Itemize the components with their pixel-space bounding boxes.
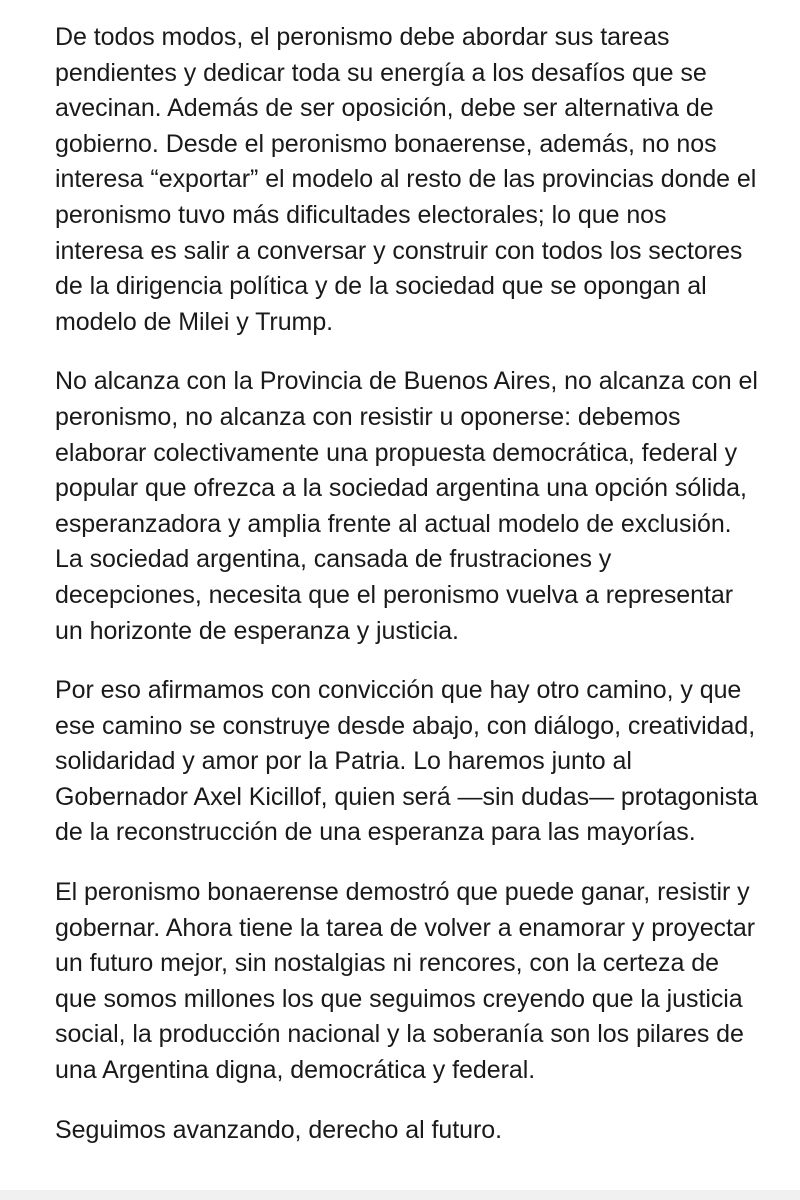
article-paragraph-1: De todos modos, el peronismo debe abordar sus tareas pendientes y dedicar toda su energía a los desafíos que se avecinan. Además de ser oposición, debe ser alternativa de gobierno. Desde el peronismo bonaerense, además, no nos interesa “exportar” el modelo al resto de las provincias donde el peronismo tuvo más dificultades electorales; lo que nos interesa es salir a conversar y construir con todos los sectores de la dirigencia política y de la sociedad que se opongan al modelo de Milei y Trump. — [55, 23, 757, 336]
article-paragraph-2: No alcanza con la Provincia de Buenos Aires, no alcanza con el peronismo, no alcanza con resistir u oponerse: debemos elaborar colectivamente una propuesta democrática, federal y popular que ofrezca a la sociedad argentina una opción sólida, esperanzadora y amplia frente al actual modelo de exclusión. La sociedad argentina, cansada de frustraciones y decepciones, necesita que el peronismo vuelva a representar un horizonte de esperanza y justicia. — [55, 367, 758, 645]
article-paragraph-4: El peronismo bonaerense demostró que puede ganar, resistir y gobernar. Ahora tiene la tarea de volver a enamorar y proyectar un futuro mejor, sin nostalgias ni rencores, con la certeza de que somos millones los que seguimos creyendo que la justicia social, la producción nacional y la soberanía son los pilares de una Argentina digna, democrática y federal. — [55, 878, 756, 1085]
bottom-scroll-area — [0, 1190, 800, 1200]
article-paragraph-5: Seguimos avanzando, derecho al futuro. — [55, 1115, 503, 1144]
article-paragraph-3: Por eso afirmamos con convicción que hay otro camino, y que ese camino se construye desde abajo, con diálogo, creatividad, solidaridad y amor por la Patria. Lo haremos junto al Gobernador Axel Kicillof, quien será —sin dudas— protagonista de la reconstrucción de una esperanza para las mayorías. — [55, 676, 758, 847]
